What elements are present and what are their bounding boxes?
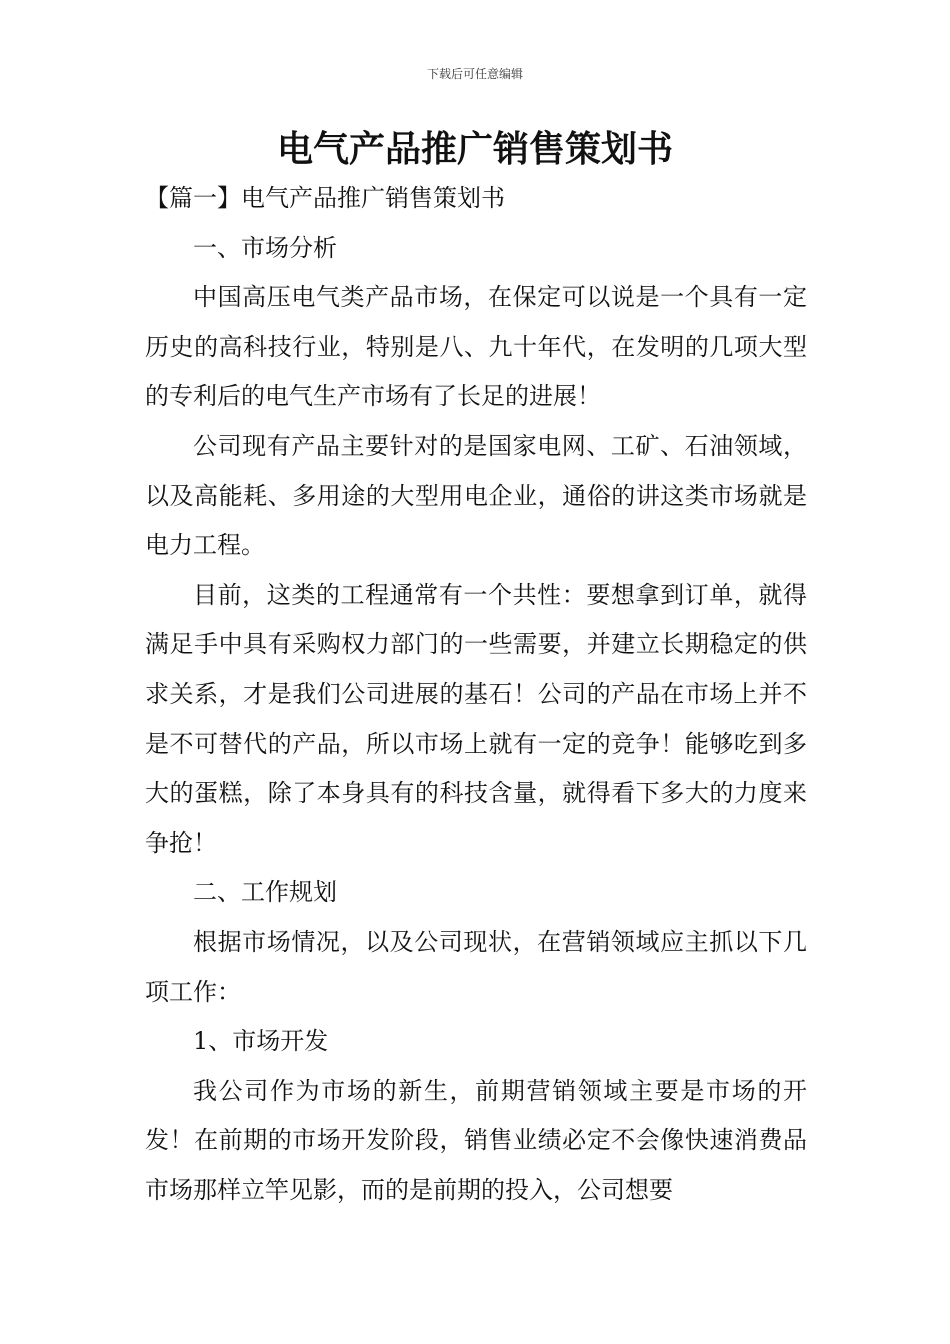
section-heading-market-analysis: 一、市场分析: [193, 233, 337, 262]
body-paragraph: 根据市场情况，以及公司现状，在营销领域应主抓以下几项工作：: [145, 927, 807, 1006]
body-paragraph: 中国高压电气类产品市场，在保定可以说是一个具有一定历史的高科技行业，特别是八、九十年代，在发明的几项大型的专利后的电气生产市场有了长足的进展！: [145, 283, 807, 411]
body-paragraph: 公司现有产品主要针对的是国家电网、工矿、石油领域，以及高能耗、多用途的大型用电企业，通俗的讲这类市场就是电力工程。: [145, 431, 807, 560]
header-note: 下载后可任意编辑: [426, 67, 523, 81]
body-paragraph: 目前，这类的工程通常有一个共性：要想拿到订单，就得满足手中具有采购权力部门的一些需要，并建立长期稳定的供求关系，才是我们公司进展的基石！公司的产品在市场上并不是不可替代的产品，所以市场上就有一定的竞争！能够吃到多大的蛋糕，除了本身具有的科技含量，就得看下多大的力度来争抢！: [145, 580, 807, 857]
section-heading-market-development: 1、市场开发: [193, 1027, 329, 1056]
section-heading-work-plan: 二、工作规划: [193, 878, 337, 907]
document-body: [145, 174, 807, 1215]
document-title: 电气产品推广销售策划书: [276, 129, 673, 170]
section-subheading: 【篇一】电气产品推广销售策划书: [145, 184, 505, 212]
body-paragraph: 我公司作为市场的新生，前期营销领域主要是市场的开发！在前期的市场开发阶段，销售业绩必定不会像快速消费品市场那样立竿见影，而的是前期的投入，公司想要: [145, 1076, 807, 1204]
